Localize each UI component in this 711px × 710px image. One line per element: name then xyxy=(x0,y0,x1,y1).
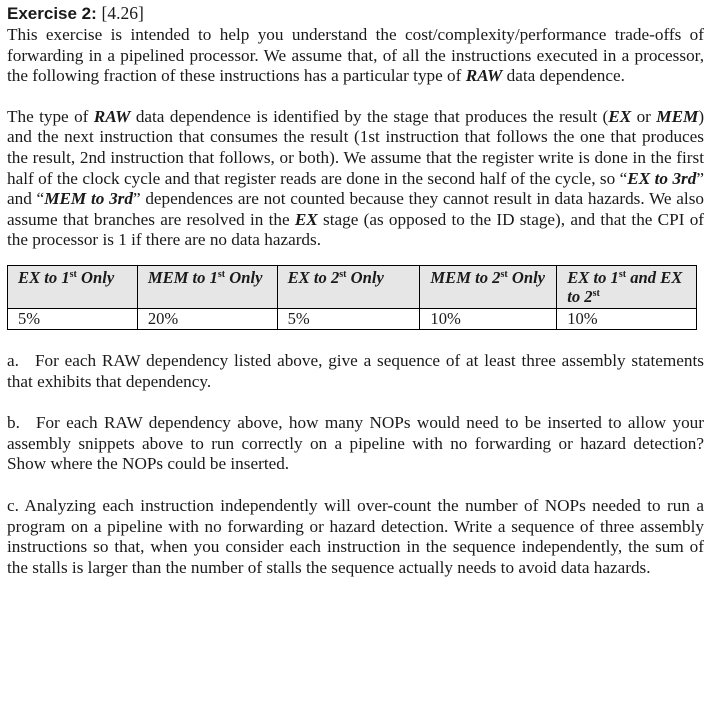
question-a-label: a. xyxy=(7,350,19,370)
question-b xyxy=(7,413,704,475)
table-header-row xyxy=(8,265,697,308)
question-c xyxy=(7,496,704,578)
intro-paragraph: This exercise is intended to help you understand the cost/complexity/performance trade-offs of forwarding in a pipelined processor. We assume that, of all the instructions executed in a processor, the following fraction of these instructions has a particular type of RAW data dependence. xyxy=(7,25,704,86)
exercise-number: Exercise 2: xyxy=(7,4,97,23)
dependency-fraction-table xyxy=(7,265,697,330)
question-b-text: For each RAW dependency above, how many NOPs would need to be inserted to allow your assembly snippets above to run correctly on a pipeline with no forwarding or hazard detection? Show where the NOPs could be inserted. xyxy=(7,413,704,474)
question-a xyxy=(7,351,704,392)
table-row xyxy=(8,308,697,329)
header-mem-to-2nd-only: MEM to 2st Only xyxy=(420,265,557,308)
exercise-reference: [4.26] xyxy=(101,3,144,23)
definition-paragraph: The type of RAW data dependence is identified by the stage that produces the result (EX or MEM) and the next instruction that consumes the result (1st instruction that follows the one that produces the result, 2nd instruction that follows, or both). We assume that the register write is done in the first half of the clock cycle and that register reads are done in the second half of the cycle, so “EX to 3rd” and “MEM to 3rd” dependences are not counted because they cannot result in data hazards. We also assume that branches are resolved in the EX stage (as opposed to the ID stage), and that the CPI of the processor is 1 if there are no data hazards. xyxy=(7,106,705,250)
question-c-text: Analyzing each instruction independently will over-count the number of NOPs needed to run a program on a pipeline with no forwarding or hazard detection. Write a sequence of three assembly instructions so that, when you consider each instruction in the sequence independently, the sum of the stalls is larger than the number of stalls the sequence actually needs to avoid data hazards. xyxy=(7,495,704,577)
table-cell: 20% xyxy=(137,308,277,329)
header-ex-to-1st-only: EX to 1st Only xyxy=(8,265,138,308)
question-b-label: b. xyxy=(7,413,20,433)
table-cell: 5% xyxy=(277,308,420,329)
table-cell: 10% xyxy=(420,308,557,329)
exercise-title xyxy=(7,2,704,25)
question-a-text: For each RAW dependency listed above, give a sequence of at least three assembly statements that exhibits that dependency. xyxy=(7,350,704,391)
table-cell: 5% xyxy=(8,308,138,329)
header-ex-to-1st-and-2nd: EX to 1st and EX to 2st xyxy=(557,265,697,308)
header-ex-to-2nd-only: EX to 2st Only xyxy=(277,265,420,308)
table-cell: 10% xyxy=(557,308,697,329)
question-c-label: c. xyxy=(7,495,19,515)
header-mem-to-1st-only: MEM to 1st Only xyxy=(137,265,277,308)
